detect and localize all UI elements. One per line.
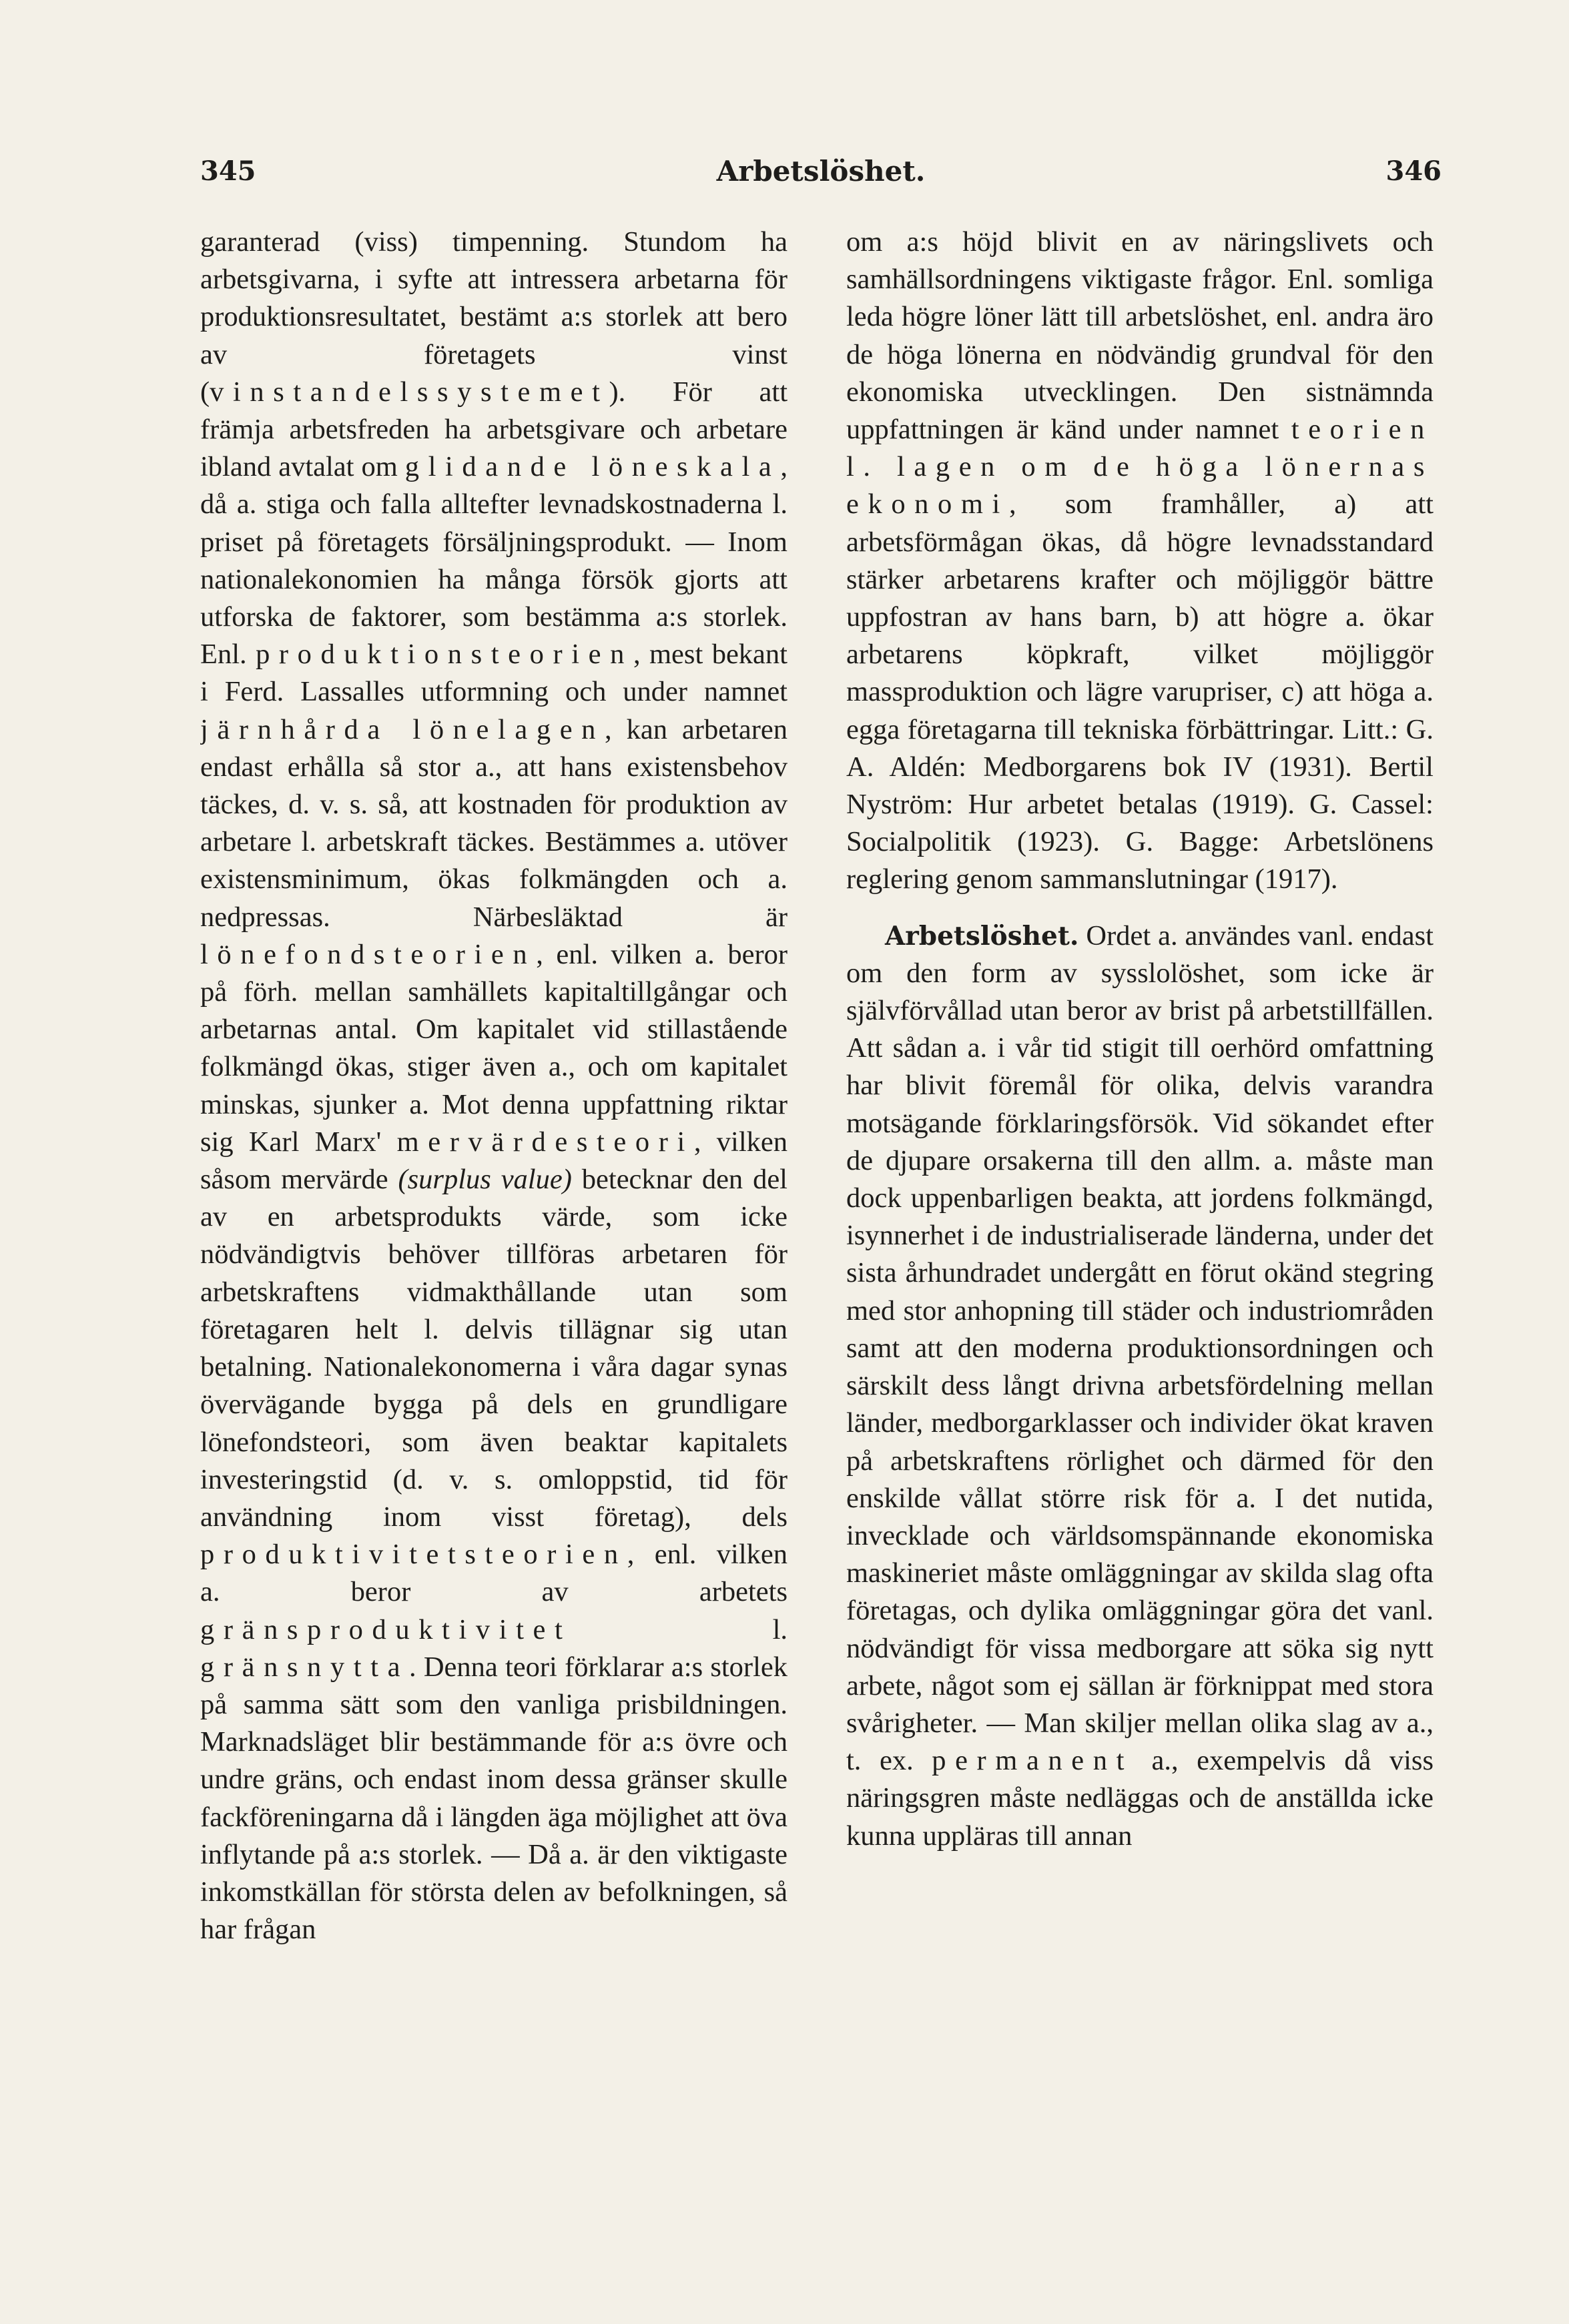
text-run: om a:s höjd blivit en av näringslivets och samhällsordningens viktigaste frågor. Enl. somliga leda högre löner lätt till arbetslöshet, enl. andra äro de höga lönerna en nödvändig grundval för den ekonomiska utvecklingen. Den sistnämnda uppfattningen är känd under namnet bbox=[846, 226, 1434, 446]
text-run: , då a. stiga och falla alltefter levnadskostnaderna l. priset på företagets försäljningsprodukt. — Inom nationalekonomien ha många försök gjorts att utforska de faktorer, som bestämma a:s storlek. Enl. bbox=[200, 451, 788, 671]
left-column bbox=[200, 224, 788, 2245]
text-run: betecknar den del av en arbetsprodukts värde, som icke nödvändigtvis behöver tillföras arbetaren för arbetskraftens vidmakthållande utan som företagaren helt l. delvis tillägnar sig utan betalning. Nationalekonomerna i våra dagar synas övervägande bygga på dels en grundligare lönefondsteori, som även beaktar kapitalets investeringstid (d. v. s. omloppstid, tid för användning inom visst företag), dels bbox=[200, 1164, 788, 1533]
spaced-term: vinstandelssystemet bbox=[210, 376, 609, 408]
text-run: , kan arbetaren endast erhålla så stor a., att hans existensbehov täckes, d. v. s. så, att kostnaden för produktion av arbetare l. arbetskraft täckes. Bestämmes a. utöver existensminimum, ökas folkmängden och a. nedpressas. Närbesläktad är bbox=[200, 713, 788, 933]
running-title: Arbetslöshet. bbox=[716, 155, 926, 187]
text-run: , enl. vilken a. beror på förh. mellan samhällets kapitaltillgångar och arbetarnas antal. Om kapitalet vid stillastående folkmängd ökas, stiger även a., och om kapitalet minskas, sjunker a. Mot denna uppfattning riktar sig Karl Marx' bbox=[200, 938, 788, 1158]
spaced-term: mervärdesteori bbox=[396, 1126, 694, 1158]
spaced-term: teorien l. lagen om de höga lönernas ekonomi bbox=[846, 414, 1434, 520]
text-run: a., exempelvis då viss näringsgren måste nedläggas och de anställda icke kunna uppläras till annan bbox=[846, 1745, 1434, 1852]
spaced-term: glidande löneskala bbox=[404, 451, 781, 483]
page-number-right: 346 bbox=[1385, 155, 1442, 187]
text-run: , mest bekant i Ferd. Lassalles utformning och under namnet bbox=[200, 639, 788, 708]
right-column bbox=[846, 224, 1434, 2245]
entry-arbetsloshet bbox=[846, 917, 1434, 1855]
text-run: Ordet a. användes vanl. endast om den form av sysslolöshet, som icke är självförvållad utan beror av brist på arbetstillfällen. Att sådan a. i vår tid stigit till oerhörd omfattning har blivit föremål för olika, delvis varandra motsägande förklaringsförsök. Vid sökandet efter de djupare orsakerna till den allm. a. måste man dock uppenbarligen beakta, att jordens folkmängd, isynnerhet i de industrialiserade länderna, under det sista århundradet undergått en förut okänd stegring med stor anhopning till städer och industriområden samt att den moderna produktionsordningen och särskilt dess långt drivna arbetsfördelning mellan länder, medborgarklasser och individer ökat kraven på arbetskraftens rörlighet och därmed för den enskilde vållat större risk för a. I det nutida, invecklade och världsomspännande ekonomiska maskineriet måste omläggningar av skilda slag ofta företagas, och dylika omläggningar göra det vanl. nödvändigt för vissa medborgare att söka sig nytt arbete, något som ej sällan är förknippat med stora svårigheter. — Man skiljer mellan olika slag av a., t. ex. bbox=[846, 919, 1434, 1777]
spaced-term: lönefondsteorien bbox=[200, 938, 537, 970]
spaced-term: permanent bbox=[932, 1745, 1133, 1777]
italic-term: (surplus value) bbox=[398, 1164, 572, 1196]
text-run: ). För att främja arbetsfreden ha arbetsgivare och arbetare ibland avtalat om bbox=[200, 376, 788, 483]
spaced-term: produktivitetsteorien bbox=[200, 1539, 627, 1571]
text-run: , som framhåller, a) att arbetsförmågan ökas, då högre levnadsstandard stärker arbetarens krafter och möjliggör bättre uppfostran av hans barn, b) att högre a. ökar arbetarens köpkraft, vilket möjliggör massproduktion och lägre varupriser, c) att höga a. egga företagarna till tekniska förbättringar. Litt.: G. A. Aldén: Medborgarens bok IV (1931). Bertil Nyström: Hur arbetet betalas (1919). G. Cassel: Socialpolitik (1923). G. Bagge: Arbetslönens reglering genom sammanslutningar (1917). bbox=[846, 488, 1434, 895]
page-header bbox=[200, 148, 1442, 195]
text-run: l. bbox=[571, 1613, 788, 1645]
spaced-term: produktionsteorien bbox=[256, 639, 633, 671]
text-run: garanterad (viss) timpenning. Stundom ha arbetsgivarna, i syfte att intressera arbetarna för produktionsresultatet, bestämt a:s storlek att bero av företagets vinst ( bbox=[200, 226, 788, 408]
text-run: . Denna teori förklarar a:s storlek på samma sätt som den vanliga prisbildningen. Marknadsläget blir bestämmande för a:s övre och undre gräns, och endast inom dessa gränser skulle fackföreningarna då i längden äga möjlighet att öva inflytande på a:s storlek. — Då a. är den viktigaste inkomstkällan för största delen av befolkningen, så har frågan bbox=[200, 1651, 788, 1946]
entry-headword: Arbetslöshet. bbox=[885, 920, 1079, 951]
spaced-term: gränsnytta bbox=[200, 1651, 410, 1683]
spaced-term: gränsproduktivitet bbox=[200, 1613, 572, 1645]
text-run: , vilken såsom mervärde bbox=[200, 1126, 788, 1196]
paragraph-wages-continued bbox=[200, 224, 788, 1948]
paragraph-wages-end bbox=[846, 224, 1434, 899]
spaced-term: järnhårda lönelagen bbox=[200, 713, 605, 745]
page-number-left: 345 bbox=[200, 155, 256, 187]
text-run: , enl. vilken a. beror av arbetets bbox=[200, 1539, 788, 1608]
